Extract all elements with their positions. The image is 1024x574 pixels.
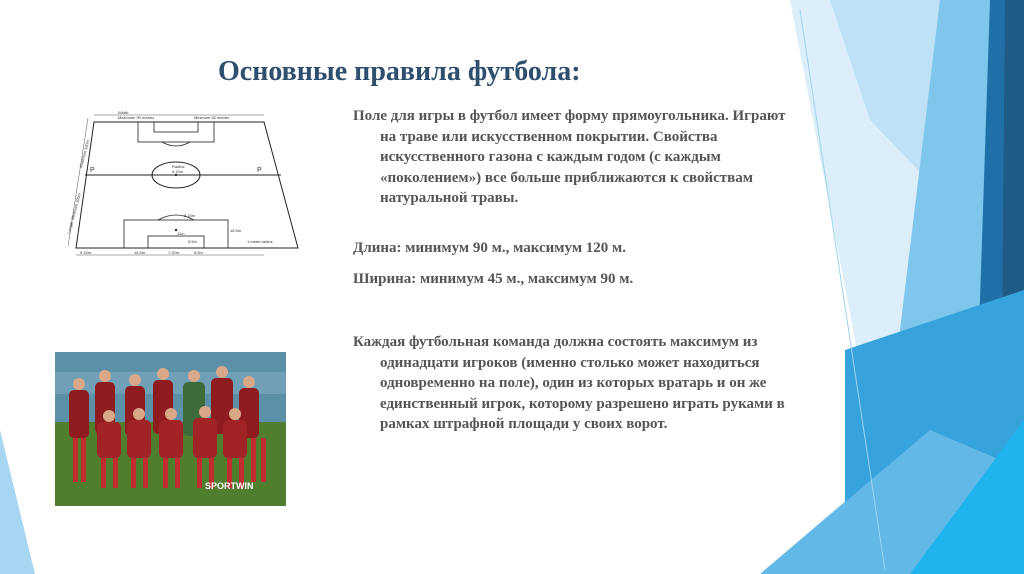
width-info [353,269,793,290]
field-outline [76,122,298,248]
dim-label-2: 16.5m [230,228,242,233]
length-info [353,238,793,259]
field-description [353,106,793,209]
radius-label: Radius [172,164,185,169]
dim-label-1: 9.15m [184,213,196,218]
top-goal-area [154,122,198,132]
min-length-label: Length: Minimum 100m [66,192,82,235]
dim-label-8: 9.15m [80,250,92,255]
dim-label-7: 5.5m [194,250,203,255]
front-row-players [97,418,247,458]
corner-label: 1 metre radius [247,239,273,244]
team-photo [55,352,286,506]
bottom-penalty-area [124,220,228,248]
max-width-label: Maximum 90 metres [118,115,155,120]
deco-shape-left [0,430,35,574]
page-title: Основные правила футбола: [218,56,581,87]
width-label: Width: [118,110,130,115]
paragraph-team: Каждая футбольная команда должна состоять максимум из одинадцати игроков (именно столько может находиться одновременно на поле), один из которых вратарь и он же единственный игрок, которому разрешено играть руками в рамках штрафной площади у своих ворот. [353,334,785,432]
team-description [353,332,793,435]
top-penalty-arc [162,142,190,146]
dim-label-6: 7.32m [168,250,180,255]
paragraph-field: Поле для игры в футбол имеет форму прямоугольника. Играют на траве или искусственном покрытии. Свойства искусственного газона с каждым годом (с каждым «поколением») все больше приближаются к свойствам натуральной травы. [353,108,786,206]
flag-right-label: P [257,167,262,174]
field-diagram [54,108,300,260]
paragraph-width: Ширина: минимум 45 м., максимум 90 м. [353,271,634,287]
dim-label-4: 5.5m [188,239,197,244]
paragraph-length: Длина: минимум 90 м., максимум 120 м. [353,240,627,256]
dim-label-5: 16.5m [134,250,146,255]
min-width-label: Minimum 45 metres [194,115,230,120]
dim-label-3: 11m [177,231,185,236]
flag-left-label: P [90,167,95,174]
photo-watermark: SPORTWIN [205,481,254,491]
radius-value-label: 9.15m [172,169,184,174]
max-length-label: Maximum 120m [78,139,91,169]
center-spot [175,174,177,176]
